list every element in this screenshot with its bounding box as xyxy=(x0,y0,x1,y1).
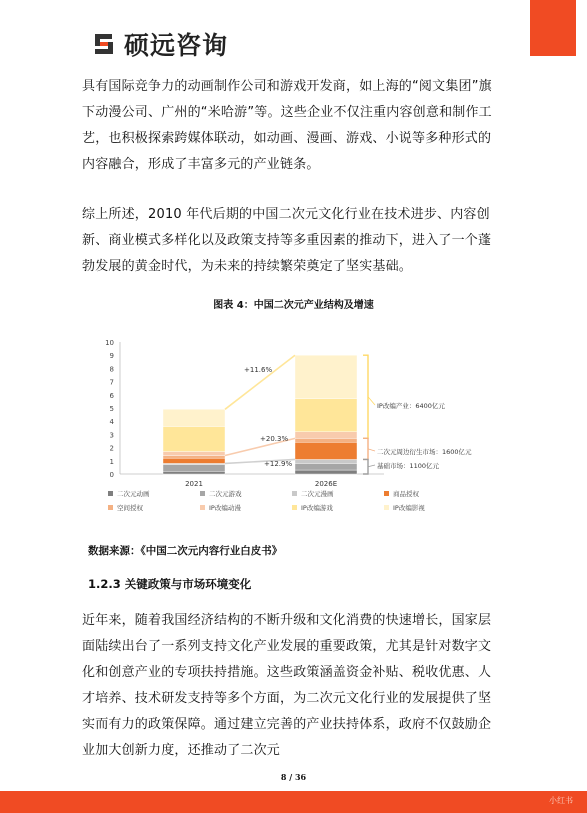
y-tick-label: 5 xyxy=(109,405,114,413)
page-number: 8 / 36 xyxy=(280,772,307,782)
bar-segment xyxy=(295,355,357,399)
legend-label: IP改编游戏 xyxy=(301,504,333,512)
y-tick-label: 3 xyxy=(109,431,114,440)
y-tick-label: 0 xyxy=(109,471,114,479)
base-market-bracket-leader xyxy=(368,465,375,467)
bar-segment xyxy=(295,463,357,470)
legend-label: 二次元动画 xyxy=(117,490,150,498)
y-tick-label: 8 xyxy=(109,365,114,374)
bar-segment xyxy=(295,438,357,442)
growth-rate-label: +12.9% xyxy=(264,460,293,468)
legend-label: IP改编影视 xyxy=(393,504,425,512)
company-logo-icon xyxy=(92,31,118,57)
y-tick-label: 10 xyxy=(105,339,114,347)
y-tick-label: 1 xyxy=(109,457,114,466)
bar-segment xyxy=(163,409,225,426)
legend-label: 空间授权 xyxy=(117,504,143,512)
legend-label: 商品授权 xyxy=(393,490,419,498)
y-tick-label: 9 xyxy=(109,352,114,361)
legend-swatch xyxy=(292,491,297,496)
bar-segment xyxy=(295,442,357,459)
y-tick-label: 2 xyxy=(109,444,114,453)
watermark: 小红书 xyxy=(549,796,573,805)
ip-adaptation-bracket xyxy=(363,355,368,438)
paragraph-3: 近年来，随着我国经济结构的不断升级和文化消费的快速增长，国家层面陆续出台了一系列支持文化产业发展的重要政策，尤其是针对数字文化和创意产业的专项扶持措施。这些政策涵盖资金补贴、税收优惠、人才培养、技术研发支持等多个方面，为二次元文化行业的发展提供了坚实而有力的政策保障。通过建立完善的产业扶持体系，政府不仅鼓励企业加大创新力度，还推动了二次元 xyxy=(82,613,492,758)
bar-segment xyxy=(163,458,225,463)
paragraph-2: 综上所述，2010 年代后期的中国二次元文化行业在技术进步、内容创新、商业模式多样化以及政策支持等多重因素的推动下，进入了一个蓬勃发展的黄金时代，为未来的持续繁荣奠定了坚实基础。 xyxy=(82,207,492,274)
figure-title: 图表 4：中国二次元产业结构及增速 xyxy=(213,300,374,311)
legend-swatch xyxy=(384,491,389,496)
legend-label: IP改编动漫 xyxy=(209,504,241,512)
x-tick-label: 2021 xyxy=(185,480,203,488)
bracket-label: 基础市场：1100亿元 xyxy=(377,462,440,470)
bar-segment xyxy=(163,452,225,456)
legend-label: 二次元游戏 xyxy=(209,490,242,498)
section-heading: 1.2.3 关键政策与市场环境变化 xyxy=(88,577,252,591)
bar-segment xyxy=(295,470,357,474)
base-market-bracket xyxy=(363,459,368,474)
legend-swatch xyxy=(200,505,205,510)
growth-rate-label: +11.6% xyxy=(244,366,273,374)
legend-swatch xyxy=(292,505,297,510)
y-tick-label: 4 xyxy=(109,418,114,427)
bracket-label: 二次元周边衍生市场：1600亿元 xyxy=(377,448,472,456)
legend-swatch xyxy=(200,491,205,496)
growth-line xyxy=(225,355,295,409)
bar-segment xyxy=(295,399,357,432)
legend-swatch xyxy=(384,505,389,510)
legend-swatch xyxy=(108,505,113,510)
bar-segment xyxy=(163,471,225,474)
header-accent-bar xyxy=(530,0,576,56)
legend-label: 二次元漫画 xyxy=(301,490,334,498)
growth-rate-label: +20.3% xyxy=(260,435,289,443)
bar-segment xyxy=(163,465,225,472)
x-tick-label: 2026E xyxy=(314,480,338,488)
bracket-label: IP改编产业：6400亿元 xyxy=(377,402,445,410)
derivative-market-bracket-leader xyxy=(368,449,375,451)
ip-adaptation-bracket-leader xyxy=(368,397,375,405)
bar-segment xyxy=(295,459,357,463)
paragraph-1: 具有国际竞争力的动画制作公司和游戏开发商，如上海的“阅文集团”旗下动漫公司、广州的“米哈游”等。这些企业不仅注重内容创意和制作工艺，也积极探索跨媒体联动，如动画、漫画、游戏、小说等多种形式的内容融合，形成了丰富多元的产业链条。 xyxy=(82,79,492,172)
bar-segment xyxy=(163,456,225,459)
footer-accent-bar xyxy=(0,791,587,813)
legend-swatch xyxy=(108,491,113,496)
figure-source: 数据来源：《中国二次元内容行业白皮书》 xyxy=(88,545,283,557)
company-logo xyxy=(92,26,228,62)
bar-segment xyxy=(163,426,225,451)
bar-segment xyxy=(295,432,357,439)
company-logo-text: 硕远咨询 xyxy=(124,31,229,60)
industry-structure-chart xyxy=(84,330,508,530)
derivative-market-bracket xyxy=(363,438,368,459)
y-tick-label: 7 xyxy=(109,378,114,387)
y-tick-label: 6 xyxy=(109,391,114,400)
